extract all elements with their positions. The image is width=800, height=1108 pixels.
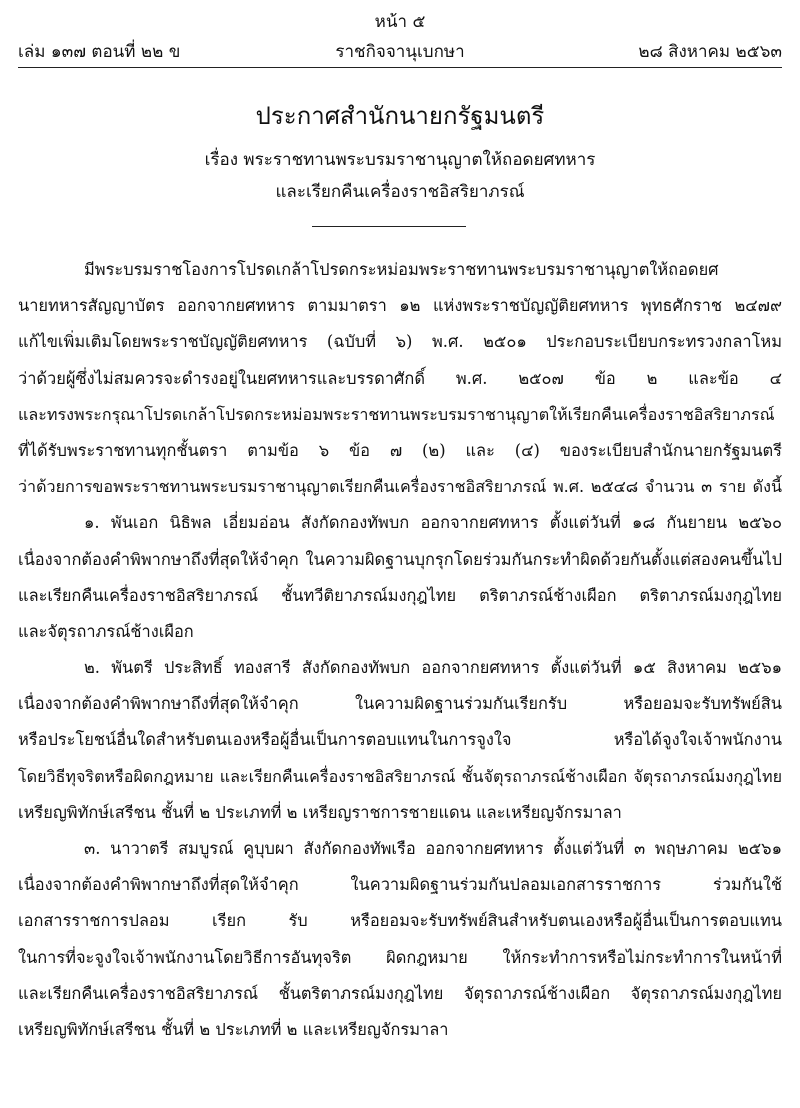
announcement-body <box>18 252 782 1048</box>
body-line: แก้ไขเพิ่มเติมโดยพระราชบัญญัติยศทหาร (ฉบับที่ ๖) พ.ศ. ๒๕๐๑ ประกอบระเบียบกระทรวงกลาโหม <box>18 332 782 352</box>
body-line: และทรงพระกรุณาโปรดเกล้าโปรดกระหม่อมพระราชทานพระบรมราชานุญาตให้เรียกคืนเครื่องราชอิสริยาภรณ์ <box>18 404 775 424</box>
body-line: เอกสารราชการปลอม เรียก รับ หรือยอมจะรับทรัพย์สินสำหรับตนเองหรือผู้อื่นเป็นการตอบแทน <box>18 911 782 931</box>
body-line: เนื่องจากต้องคำพิพากษาถึงที่สุดให้จำคุก ในความผิดฐานร่วมกันปลอมเอกสารราชการ ร่วมกันใช้ <box>18 875 782 895</box>
title-divider <box>312 226 466 227</box>
gazette-header <box>18 38 782 66</box>
body-line: หรือประโยชน์อื่นใดสำหรับตนเองหรือผู้อื่นเป็นการตอบแทนในการจูงใจ หรือได้จูงใจเจ้าพนักงาน <box>18 730 782 750</box>
body-line: เนื่องจากต้องคำพิพากษาถึงที่สุดให้จำคุก ในความผิดฐานร่วมกันเรียกรับ หรือยอมจะรับทรัพย์สิน <box>18 694 782 714</box>
body-line: มีพระบรมราชโองการโปรดเกล้าโปรดกระหม่อมพระราชทานพระบรมราชานุญาตให้ถอดยศ <box>84 260 719 279</box>
body-line: เนื่องจากต้องคำพิพากษาถึงที่สุดให้จำคุก ในความผิดฐานบุกรุกโดยร่วมกันกระทำผิดด้วยกันตั้งแต่สองคนขึ้นไป <box>18 549 782 569</box>
body-line: ในการที่จะจูงใจเจ้าพนักงานโดยวิธีการอันทุจริต ผิดกฎหมาย ให้กระทำการหรือไม่กระทำการในหน้าที่ <box>18 947 782 967</box>
announcement-title: ประกาศสำนักนายกรัฐมนตรี <box>255 102 545 130</box>
volume-issue: เล่ม ๑๓๗ ตอนที่ ๒๒ ข <box>18 42 181 62</box>
body-line: ว่าด้วยผู้ซึ่งไม่สมควรจะดำรงอยู่ในยศทหารและบรรดาศักดิ์ พ.ศ. ๒๕๐๗ ข้อ ๒ และข้อ ๔ <box>18 368 782 388</box>
body-line: เหรียญพิทักษ์เสรีชน ชั้นที่ ๒ ประเภทที่ ๒ และเหรียญจักรมาลา <box>18 1019 449 1039</box>
body-line: ๒. พันตรี ประสิทธิ์ ทองสารี สังกัดกองทัพบก ออกจากยศทหาร ตั้งแต่วันที่ ๑๕ สิงหาคม ๒๕๖๑ <box>84 658 782 678</box>
body-line: และเรียกคืนเครื่องราชอิสริยาภรณ์ ชั้นตริตาภรณ์มงกุฎไทย จัตุรถาภรณ์ช้างเผือก จัตุรถาภรณ์มงกุฎไทย <box>18 983 782 1003</box>
body-line: ว่าด้วยการขอพระราชทานพระบรมราชานุญาตเรียกคืนเครื่องราชอิสริยาภรณ์ พ.ศ. ๒๕๔๘ จำนวน ๓ ราย ดังนี้ <box>18 477 782 497</box>
subject-line-1: เรื่อง พระราชทานพระบรมราชานุญาตให้ถอดยศทหาร <box>204 150 596 170</box>
body-line: และเรียกคืนเครื่องราชอิสริยาภรณ์ ชั้นทวีติยาภรณ์มงกุฎไทย ตริตาภรณ์ช้างเผือก ตริตาภรณ์มงกุฎไทย <box>18 585 782 605</box>
header-divider <box>18 67 782 68</box>
body-line: ที่ได้รับพระราชทานทุกชั้นตรา ตามข้อ ๖ ข้อ ๗ (๒) และ (๔) ของระเบียบสำนักนายกรัฐมนตรี <box>18 440 782 460</box>
subject-line-2: และเรียกคืนเครื่องราชอิสริยาภรณ์ <box>275 182 525 202</box>
body-line: ๓. นาวาตรี สมบูรณ์ คูบุบผา สังกัดกองทัพเรือ ออกจากยศทหาร ตั้งแต่วันที่ ๓ พฤษภาคม ๒๕๖๑ <box>84 839 782 858</box>
body-line: เหรียญพิทักษ์เสรีชน ชั้นที่ ๒ ประเภทที่ ๒ เหรียญราชการชายแดน และเหรียญจักรมาลา <box>18 802 622 822</box>
body-line: ๑. พันเอก นิธิพล เอี่ยมอ่อน สังกัดกองทัพบก ออกจากยศทหาร ตั้งแต่วันที่ ๑๘ กันยายน ๒๕๖๐ <box>84 513 782 533</box>
body-line: โดยวิธีทุจริตหรือผิดกฎหมาย และเรียกคืนเครื่องราชอิสริยาภรณ์ ชั้นจัตุรถาภรณ์ช้างเผือก จัตุรถาภรณ์มงกุฎไทย <box>18 766 782 786</box>
page-number: หน้า ๕ <box>374 12 426 32</box>
body-line: นายทหารสัญญาบัตร ออกจากยศทหาร ตามมาตรา ๑๒ แห่งพระราชบัญญัติยศทหาร พุทธศักราช ๒๔๗๙ <box>18 296 782 316</box>
body-line: และจัตุรถาภรณ์ช้างเผือก <box>18 621 194 641</box>
publication-date: ๒๘ สิงหาคม ๒๕๖๓ <box>638 42 782 62</box>
gazette-name: ราชกิจจานุเบกษา <box>335 42 465 62</box>
